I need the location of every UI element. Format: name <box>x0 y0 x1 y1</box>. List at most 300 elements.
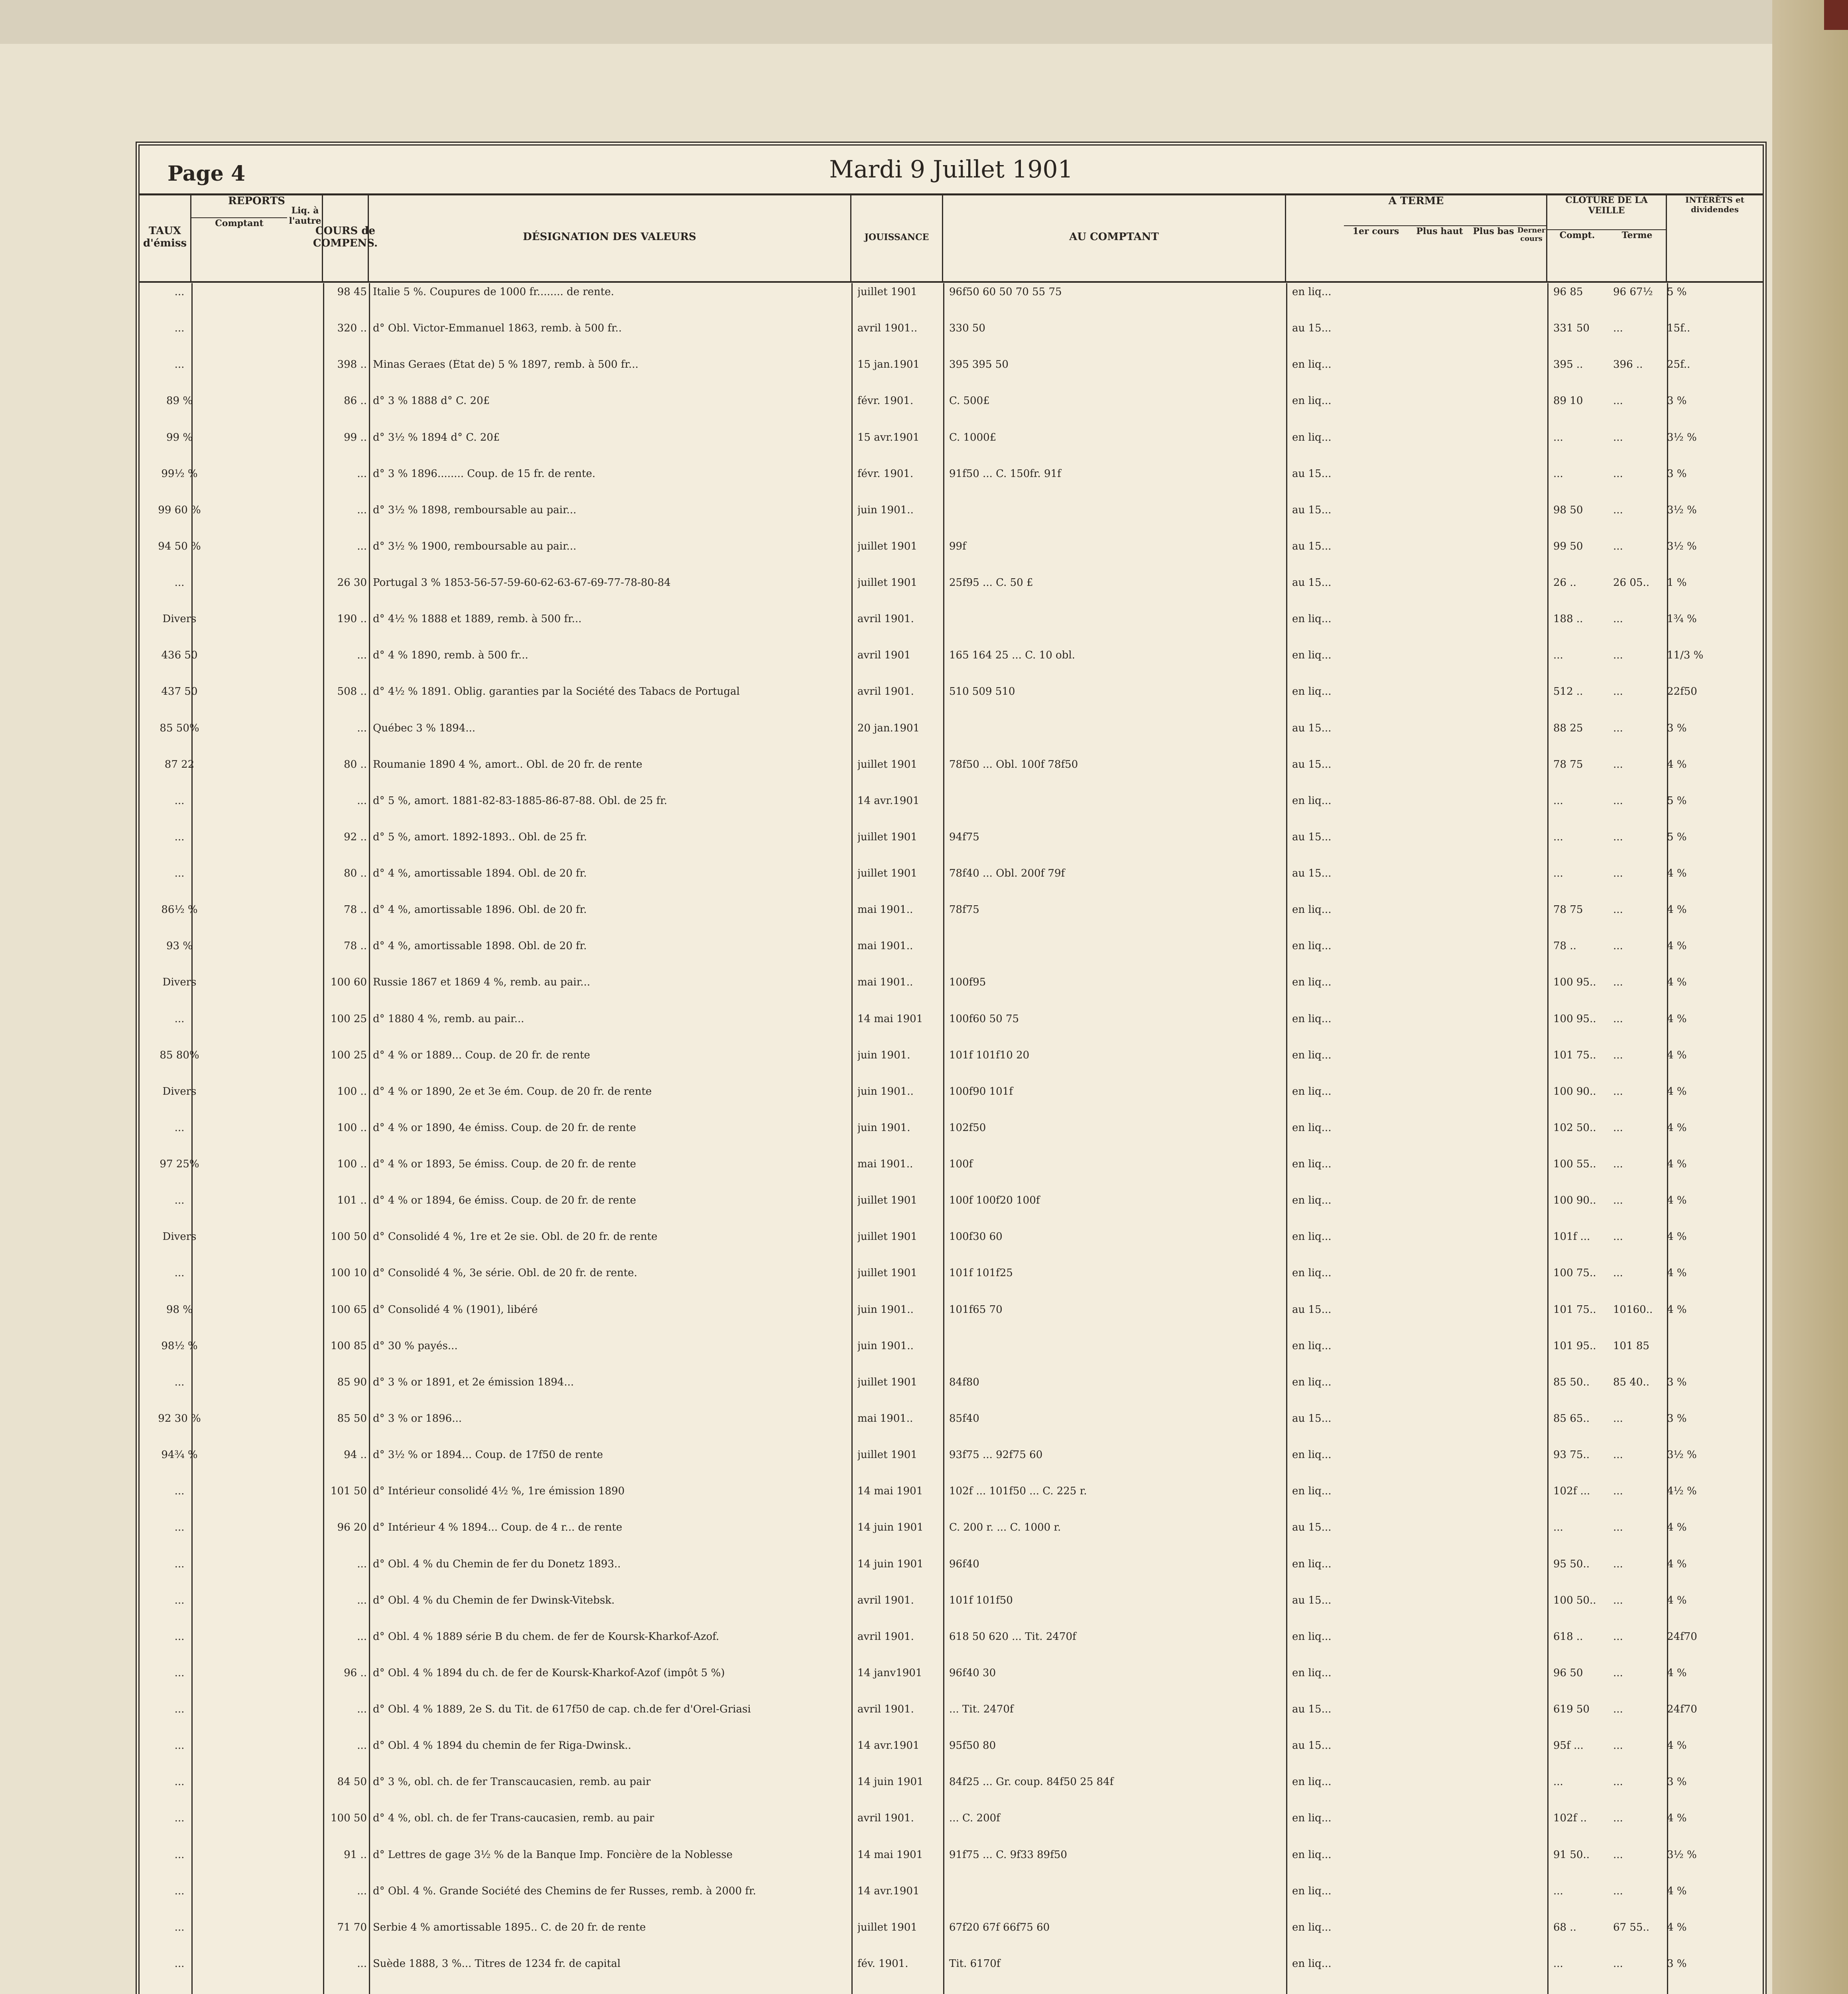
terme-cell: au 15... <box>1292 723 1332 734</box>
cours-cell: ... <box>357 1886 367 1897</box>
terme-cell: en liq... <box>1292 686 1332 697</box>
cours-cell: 508 .. <box>337 686 367 697</box>
terme-cell: en liq... <box>1292 359 1332 370</box>
designation-cell: d° Obl. 4 % du Chemin de fer du Donetz 1893.. <box>373 1559 621 1570</box>
taux-cell: 99½ % <box>161 468 198 479</box>
comptant-cell: 165 164 25 ... C. 10 obl. <box>949 650 1075 661</box>
comptant-cell: 91f50 ... C. 150fr. 91f <box>949 468 1061 479</box>
jouissance-cell: mai 1901.. <box>857 1159 913 1170</box>
terme-cell: en liq... <box>1292 1267 1332 1279</box>
taux-cell: ... <box>174 1704 185 1715</box>
cloture-terme-cell: ... <box>1613 613 1623 625</box>
table-row <box>140 723 1763 745</box>
cours-cell: 100 50 <box>331 1231 367 1242</box>
comptant-cell: 84f80 <box>949 1377 979 1388</box>
cloture-compt-cell: 101f ... <box>1553 1231 1590 1242</box>
taux-cell: Divers <box>162 1231 197 1242</box>
terme-cell: en liq... <box>1292 1050 1332 1061</box>
taux-cell: ... <box>174 1195 185 1206</box>
interets-cell: 5 % <box>1667 831 1687 843</box>
table-row <box>140 1776 1763 1799</box>
designation-cell: Suède 1888, 3 %... Titres de 1234 fr. de capital <box>373 1958 621 1969</box>
designation-cell: d° Consolidé 4 %, 1re et 2e sie. Obl. de 20 fr. de rente <box>373 1231 658 1242</box>
interets-cell: 4 % <box>1667 1195 1687 1206</box>
taux-cell: 436 50 <box>161 650 198 661</box>
interets-cell: 4 % <box>1667 1267 1687 1279</box>
cloture-compt-cell: 95 50.. <box>1553 1559 1590 1570</box>
designation-cell: d° 4 %, obl. ch. de fer Trans-caucasien, remb. au pair <box>373 1813 654 1824</box>
terme-cell: au 15... <box>1292 323 1332 334</box>
cloture-compt-cell: 98 50 <box>1553 504 1583 516</box>
cloture-compt-cell: 188 .. <box>1553 613 1583 625</box>
comptant-cell: 102f ... 101f50 ... C. 225 r. <box>949 1486 1087 1497</box>
interets-cell: 3 % <box>1667 468 1687 479</box>
taux-cell: ... <box>174 1559 185 1570</box>
interets-cell: 25f.. <box>1667 359 1690 370</box>
cloture-terme-cell: ... <box>1613 1559 1623 1570</box>
jouissance-cell: 14 mai 1901 <box>857 1849 923 1860</box>
taux-cell: ... <box>174 1522 185 1533</box>
jouissance-cell: juillet 1901 <box>857 286 918 298</box>
designation-cell: d° Consolidé 4 % (1901), libéré <box>373 1304 538 1315</box>
cours-cell: 78 .. <box>344 904 367 915</box>
terme-cell: au 15... <box>1292 1304 1332 1315</box>
cloture-compt-cell: ... <box>1553 432 1563 443</box>
terme-cell: au 15... <box>1292 868 1332 879</box>
cloture-compt-cell: 100 90.. <box>1553 1086 1596 1097</box>
terme-cell: en liq... <box>1292 1340 1332 1352</box>
table-row <box>140 468 1763 491</box>
cloture-compt-cell: ... <box>1553 468 1563 479</box>
jouissance-cell: 14 juin 1901 <box>857 1559 924 1570</box>
terme-cell: en liq... <box>1292 1958 1332 1969</box>
table-row <box>140 323 1763 345</box>
cours-cell: 398 .. <box>337 359 367 370</box>
cours-cell: 101 50 <box>331 1486 367 1497</box>
jouissance-cell: juin 1901. <box>857 1122 910 1133</box>
cloture-terme-cell: ... <box>1613 1776 1623 1787</box>
cloture-terme-cell: ... <box>1613 1595 1623 1606</box>
interets-cell: 4 % <box>1667 1922 1687 1933</box>
designation-cell: d° 4 % or 1890, 2e et 3e ém. Coup. de 20 fr. de rente <box>373 1086 652 1097</box>
cloture-terme-cell: ... <box>1613 1704 1623 1715</box>
table-row <box>140 795 1763 818</box>
terme-cell: en liq... <box>1292 650 1332 661</box>
cours-cell: ... <box>357 1740 367 1751</box>
table-row <box>140 759 1763 781</box>
cours-cell: 84 50 <box>337 1776 367 1787</box>
interets-cell: 5 % <box>1667 795 1687 806</box>
table-row <box>140 1886 1763 1908</box>
cloture-compt-cell: 85 50.. <box>1553 1377 1590 1388</box>
interets-cell: 4 % <box>1667 977 1687 988</box>
jouissance-cell: juin 1901.. <box>857 1304 914 1315</box>
comptant-cell: 78f75 <box>949 904 979 915</box>
header-compt: Compt. <box>1547 229 1607 249</box>
comptant-cell: 510 509 510 <box>949 686 1015 697</box>
interets-cell: 4 % <box>1667 1231 1687 1242</box>
taux-cell: 93 % <box>166 940 193 952</box>
table-row <box>140 1631 1763 1653</box>
jouissance-cell: mai 1901.. <box>857 940 913 952</box>
cloture-terme-cell: ... <box>1613 468 1623 479</box>
terme-cell: en liq... <box>1292 1013 1332 1025</box>
designation-cell: d° Obl. 4 % 1894 du chemin de fer Riga-Dwinsk.. <box>373 1740 631 1751</box>
designation-cell: d° 3½ % 1898, remboursable au pair... <box>373 504 577 516</box>
cours-cell: 100 .. <box>337 1122 367 1133</box>
terme-cell: en liq... <box>1292 1122 1332 1133</box>
cours-cell: 26 30 <box>337 577 367 588</box>
comptant-cell: C. 500£ <box>949 395 990 406</box>
interets-cell: 3 % <box>1667 1377 1687 1388</box>
cloture-terme-cell: 96 67½ <box>1613 286 1653 298</box>
taux-cell: ... <box>174 1849 185 1860</box>
terme-cell: en liq... <box>1292 940 1332 952</box>
cloture-terme-cell: ... <box>1613 977 1623 988</box>
comptant-cell: 395 395 50 <box>949 359 1009 370</box>
cloture-terme-cell: 101 85 <box>1613 1340 1649 1352</box>
header-interets-label: INTÉRÊTS et dividendes <box>1685 195 1744 214</box>
designation-cell: d° 4 % 1890, remb. à 500 fr... <box>373 650 528 661</box>
taux-cell: ... <box>174 1486 185 1497</box>
terme-cell: au 15... <box>1292 1704 1332 1715</box>
jouissance-cell: 14 mai 1901 <box>857 1486 923 1497</box>
terme-cell: en liq... <box>1292 1667 1332 1679</box>
table-row <box>140 613 1763 636</box>
header-a-terme-label: A TERME <box>1388 195 1444 207</box>
interets-cell: 4 % <box>1667 1740 1687 1751</box>
designation-cell: d° 3½ % 1900, remboursable au pair... <box>373 541 577 552</box>
designation-cell: Russie 1867 et 1869 4 %, remb. au pair... <box>373 977 590 988</box>
taux-cell: 99 % <box>166 432 193 443</box>
jouissance-cell: 14 avr.1901 <box>857 1886 920 1897</box>
cloture-compt-cell: ... <box>1553 831 1563 843</box>
interets-cell: 3½ % <box>1667 1849 1697 1860</box>
taux-cell: Divers <box>162 613 197 625</box>
cloture-terme-cell: ... <box>1613 1667 1623 1679</box>
comptant-cell: 85f40 <box>949 1413 979 1424</box>
jouissance-cell: juillet 1901 <box>857 577 918 588</box>
cours-cell: 98 45 <box>337 286 367 298</box>
cloture-compt-cell: 619 50 <box>1553 1704 1590 1715</box>
cloture-terme-cell: ... <box>1613 1522 1623 1533</box>
header-plus-haut: Plus haut <box>1408 225 1472 249</box>
comptant-cell: 78f50 ... Obl. 100f 78f50 <box>949 759 1078 770</box>
designation-cell: d° 4 % or 1893, 5e émiss. Coup. de 20 fr. de rente <box>373 1159 636 1170</box>
comptant-cell: ... Tit. 2470f <box>949 1704 1014 1715</box>
table-row <box>140 1559 1763 1581</box>
cloture-compt-cell: 100 75.. <box>1553 1267 1596 1279</box>
jouissance-cell: juillet 1901 <box>857 541 918 552</box>
cloture-terme-cell: ... <box>1613 723 1623 734</box>
interets-cell: 4 % <box>1667 904 1687 915</box>
interets-cell: 4 % <box>1667 1522 1687 1533</box>
jouissance-cell: juillet 1901 <box>857 1195 918 1206</box>
jouissance-cell: avril 1901 <box>857 650 911 661</box>
header-interets <box>1667 193 1763 281</box>
cloture-compt-cell: ... <box>1553 1886 1563 1897</box>
cloture-terme-cell: ... <box>1613 1013 1623 1025</box>
terme-cell: en liq... <box>1292 1086 1332 1097</box>
cloture-compt-cell: 618 .. <box>1553 1631 1583 1642</box>
designation-cell: d° 3 % or 1896... <box>373 1413 462 1424</box>
cloture-terme-cell: ... <box>1613 1122 1623 1133</box>
interets-cell: 4 % <box>1667 1304 1687 1315</box>
jouissance-cell: juin 1901. <box>857 1050 910 1061</box>
cours-cell: 85 50 <box>337 1413 367 1424</box>
terme-cell: au 15... <box>1292 504 1332 516</box>
jouissance-cell: avril 1901. <box>857 1631 914 1642</box>
taux-cell: ... <box>174 1740 185 1751</box>
terme-cell: au 15... <box>1292 1740 1332 1751</box>
jouissance-cell: avril 1901. <box>857 1813 914 1824</box>
cours-cell: 100 .. <box>337 1159 367 1170</box>
jouissance-cell: 14 juin 1901 <box>857 1522 924 1533</box>
cours-cell: 101 .. <box>337 1195 367 1206</box>
cloture-terme-cell: ... <box>1613 1413 1623 1424</box>
cloture-compt-cell: 102 50.. <box>1553 1122 1596 1133</box>
table-row <box>140 1740 1763 1762</box>
cloture-terme-cell: ... <box>1613 795 1623 806</box>
terme-cell: en liq... <box>1292 1159 1332 1170</box>
interets-cell: 4 % <box>1667 940 1687 952</box>
cours-cell: ... <box>357 1559 367 1570</box>
comptant-cell: 101f 101f10 20 <box>949 1050 1030 1061</box>
cloture-compt-cell: 78 .. <box>1553 940 1576 952</box>
terme-cell: en liq... <box>1292 395 1332 406</box>
taux-cell: ... <box>174 1595 185 1606</box>
cloture-terme-cell: ... <box>1613 759 1623 770</box>
header-cloture-label: CLOTURE DE LA VEILLE <box>1565 195 1648 216</box>
cloture-terme-cell: ... <box>1613 940 1623 952</box>
cours-cell: 100 25 <box>331 1050 367 1061</box>
cloture-terme-cell: ... <box>1613 904 1623 915</box>
cloture-terme-cell: 85 40.. <box>1613 1377 1649 1388</box>
taux-cell: 94 50 % <box>158 541 201 552</box>
cours-cell: 99 .. <box>344 432 367 443</box>
designation-cell: d° Obl. 4 % 1889, 2e S. du Tit. de 617f50 de cap. ch.de fer d'Orel-Griasi <box>373 1704 751 1715</box>
taux-cell: ... <box>174 1013 185 1025</box>
header-liq: Liq. à l'autre <box>289 205 321 226</box>
cloture-terme-cell: ... <box>1613 1886 1623 1897</box>
taux-cell: 92 30 % <box>158 1413 201 1424</box>
interets-cell: 4 % <box>1667 868 1687 879</box>
taux-cell: ... <box>174 1122 185 1133</box>
designation-cell: d° Intérieur consolidé 4½ %, 1re émission 1890 <box>373 1486 625 1497</box>
cloture-terme-cell: ... <box>1613 1740 1623 1751</box>
jouissance-cell: 15 jan.1901 <box>857 359 920 370</box>
terme-cell: en liq... <box>1292 1922 1332 1933</box>
jouissance-cell: févr. 1901. <box>857 395 914 406</box>
table-row <box>140 1595 1763 1617</box>
cloture-compt-cell: 91 50.. <box>1553 1849 1590 1860</box>
header-au-comptant: AU COMPTANT <box>943 193 1286 281</box>
cours-cell: 71 70 <box>337 1922 367 1933</box>
terme-cell: au 15... <box>1292 541 1332 552</box>
cours-cell: 100 60 <box>331 977 367 988</box>
taux-cell: ... <box>174 1886 185 1897</box>
newspaper-page <box>136 142 1767 1994</box>
interets-cell: 3 % <box>1667 1958 1687 1969</box>
table-row <box>140 1667 1763 1690</box>
cours-cell: 100 .. <box>337 1086 367 1097</box>
terme-cell: en liq... <box>1292 1631 1332 1642</box>
taux-cell: 94¾ % <box>161 1449 198 1460</box>
comptant-cell: C. 200 r. ... C. 1000 r. <box>949 1522 1061 1533</box>
cloture-compt-cell: 100 55.. <box>1553 1159 1596 1170</box>
taux-cell: ... <box>174 1377 185 1388</box>
table-row <box>140 686 1763 708</box>
designation-cell: d° 3½ % 1894 d° C. 20£ <box>373 432 500 443</box>
interets-cell: 3 % <box>1667 1776 1687 1787</box>
cours-cell: ... <box>357 541 367 552</box>
cloture-compt-cell: 102f ... <box>1553 1486 1590 1497</box>
jouissance-cell: 14 avr.1901 <box>857 1740 920 1751</box>
table-row <box>140 868 1763 890</box>
interets-cell: 24f70 <box>1667 1704 1697 1715</box>
designation-cell: d° 3 % 1888 d° C. 20£ <box>373 395 490 406</box>
designation-cell: d° Consolidé 4 %, 3e série. Obl. de 20 fr. de rente. <box>373 1267 637 1279</box>
terme-cell: en liq... <box>1292 1231 1332 1242</box>
header-plus-bas: Plus bas <box>1472 225 1515 249</box>
interets-cell: 4 % <box>1667 1122 1687 1133</box>
table-row <box>140 1231 1763 1253</box>
cloture-terme-cell: ... <box>1613 541 1623 552</box>
terme-cell: en liq... <box>1292 613 1332 625</box>
cloture-compt-cell: ... <box>1553 868 1563 879</box>
terme-cell: en liq... <box>1292 977 1332 988</box>
table-row <box>140 1050 1763 1072</box>
table-row <box>140 904 1763 926</box>
comptant-cell: 100f <box>949 1159 973 1170</box>
cloture-compt-cell: 26 .. <box>1553 577 1576 588</box>
terme-cell: en liq... <box>1292 904 1332 915</box>
designation-cell: d° 5 %, amort. 1892-1893.. Obl. de 25 fr. <box>373 831 587 843</box>
header-terme: Terme <box>1607 229 1667 249</box>
comptant-cell: 91f75 ... C. 9f33 89f50 <box>949 1849 1067 1860</box>
table-row <box>140 1958 1763 1980</box>
jouissance-cell: juillet 1901 <box>857 1449 918 1460</box>
interets-cell: 4½ % <box>1667 1486 1697 1497</box>
designation-cell: Serbie 4 % amortissable 1895.. C. de 20 fr. de rente <box>373 1922 646 1933</box>
taux-cell: 98 % <box>166 1304 193 1315</box>
jouissance-cell: avril 1901. <box>857 686 914 697</box>
jouissance-cell: juin 1901.. <box>857 504 914 516</box>
interets-cell: 1¾ % <box>1667 613 1697 625</box>
comptant-cell: 100f90 101f <box>949 1086 1013 1097</box>
interets-cell: 3½ % <box>1667 1449 1697 1460</box>
comptant-cell: 100f95 <box>949 977 986 988</box>
table-row <box>140 1449 1763 1472</box>
comptant-cell: 330 50 <box>949 323 985 334</box>
table-row <box>140 1922 1763 1944</box>
designation-cell: d° Lettres de gage 3½ % de la Banque Imp. Foncière de la Noblesse <box>373 1849 733 1860</box>
cours-cell: 92 .. <box>344 831 367 843</box>
cloture-terme-cell: ... <box>1613 1050 1623 1061</box>
designation-cell: d° 4 %, amortissable 1894. Obl. de 20 fr. <box>373 868 587 879</box>
interets-cell: 3½ % <box>1667 432 1697 443</box>
table-row <box>140 432 1763 454</box>
cours-cell: 100 10 <box>331 1267 367 1279</box>
header-premier-cours: 1er cours <box>1344 225 1408 249</box>
cloture-terme-cell: ... <box>1613 1159 1623 1170</box>
comptant-cell: 96f40 <box>949 1559 979 1570</box>
cloture-terme-cell: 67 55.. <box>1613 1922 1649 1933</box>
table-row <box>140 1377 1763 1399</box>
cloture-terme-cell: ... <box>1613 1267 1623 1279</box>
header-jouissance: JOUISSANCE <box>851 193 943 281</box>
comptant-cell: 99f <box>949 541 966 552</box>
designation-cell: d° 3 % 1896........ Coup. de 15 fr. de rente. <box>373 468 596 479</box>
table-row <box>140 1086 1763 1108</box>
cloture-compt-cell: 331 50 <box>1553 323 1590 334</box>
page-number: Page 4 <box>167 162 246 186</box>
jouissance-cell: juillet 1901 <box>857 1267 918 1279</box>
comptant-cell: Tit. 6170f <box>949 1958 1001 1969</box>
interets-cell: 4 % <box>1667 1667 1687 1679</box>
comptant-cell: 100f60 50 75 <box>949 1013 1019 1025</box>
taux-cell: 85 50% <box>160 723 199 734</box>
cloture-terme-cell: ... <box>1613 1231 1623 1242</box>
header-designation: DÉSIGNATION DES VALEURS <box>369 193 851 281</box>
table-row <box>140 1340 1763 1363</box>
cours-cell: 96 20 <box>337 1522 367 1533</box>
terme-cell: au 15... <box>1292 759 1332 770</box>
table-row <box>140 650 1763 672</box>
cours-cell: 100 25 <box>331 1013 367 1025</box>
table-row <box>140 504 1763 527</box>
table-row <box>140 1813 1763 1835</box>
comptant-cell: 618 50 620 ... Tit. 2470f <box>949 1631 1076 1642</box>
taux-cell: Divers <box>162 977 197 988</box>
taux-cell: ... <box>174 1667 185 1679</box>
taux-cell: ... <box>174 286 185 298</box>
cours-cell: ... <box>357 504 367 516</box>
taux-cell: ... <box>174 1631 185 1642</box>
interets-cell: 3 % <box>1667 395 1687 406</box>
cloture-compt-cell: 99 50 <box>1553 541 1583 552</box>
designation-cell: d° 3½ % or 1894... Coup. de 17f50 de rente <box>373 1449 603 1460</box>
cloture-compt-cell: 100 95.. <box>1553 977 1596 988</box>
comptant-cell: 25f95 ... C. 50 £ <box>949 577 1033 588</box>
taux-cell: ... <box>174 868 185 879</box>
designation-cell: d° 4 %, amortissable 1898. Obl. de 20 fr. <box>373 940 587 952</box>
terme-cell: en liq... <box>1292 1195 1332 1206</box>
cloture-terme-cell: ... <box>1613 1631 1623 1642</box>
comptant-cell: 96f50 60 50 70 55 75 <box>949 286 1062 298</box>
designation-cell: d° Obl. 4 % 1889 série B du chem. de fer de Koursk-Kharkof-Azof. <box>373 1631 719 1642</box>
cloture-terme-cell: ... <box>1613 1813 1623 1824</box>
jouissance-cell: fév. 1901. <box>857 1958 908 1969</box>
jouissance-cell: 14 avr.1901 <box>857 795 920 806</box>
designation-cell: d° 4 % or 1894, 6e émiss. Coup. de 20 fr. de rente <box>373 1195 636 1206</box>
interets-cell: 4 % <box>1667 1159 1687 1170</box>
cloture-terme-cell: ... <box>1613 323 1623 334</box>
table-row <box>140 1159 1763 1181</box>
table-row <box>140 395 1763 418</box>
cloture-compt-cell: 85 65.. <box>1553 1413 1590 1424</box>
terme-cell: en liq... <box>1292 1449 1332 1460</box>
jouissance-cell: juin 1901.. <box>857 1086 914 1097</box>
taux-cell: 437 50 <box>161 686 198 697</box>
taux-cell: 86½ % <box>161 904 198 915</box>
comptant-cell: C. 1000£ <box>949 432 997 443</box>
binding-strip <box>1824 0 1848 30</box>
cours-cell: ... <box>357 795 367 806</box>
cours-cell: 78 .. <box>344 940 367 952</box>
jouissance-cell: juillet 1901 <box>857 1922 918 1933</box>
column-headers <box>140 193 1763 283</box>
